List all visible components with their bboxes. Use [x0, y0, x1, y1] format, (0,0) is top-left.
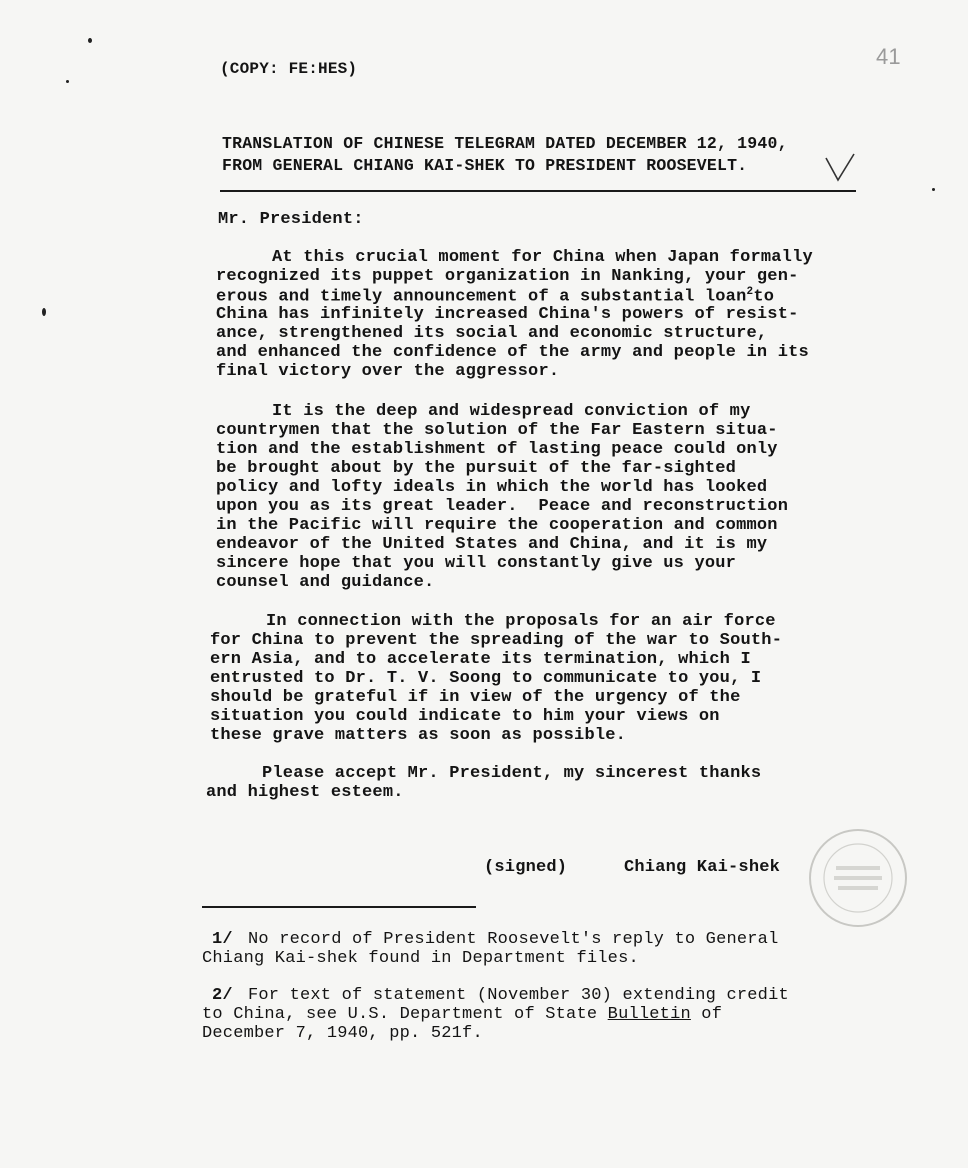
paragraph-line: and enhanced the confidence of the army and people in its [216, 343, 809, 362]
title-rule [220, 190, 856, 192]
paragraph-line: for China to prevent the spreading of the war to South- [210, 631, 783, 650]
paragraph-line [216, 286, 774, 307]
paragraph-line: ern Asia, and to accelerate its termination, which I [210, 650, 751, 669]
footnote-ref-2: 2 [746, 286, 754, 298]
salutation: Mr. President: [218, 210, 364, 229]
footnote-marker: 1/ [212, 930, 233, 949]
bulletin-title: Bulletin [607, 1005, 691, 1024]
paragraph-line: be brought about by the pursuit of the far-sighted [216, 459, 737, 478]
footnote-line: Chiang Kai-shek found in Department files. [202, 949, 639, 968]
footnote-line: No record of President Roosevelt's reply to General [248, 930, 779, 949]
check-mark-icon [822, 150, 858, 186]
footnote-text: of [701, 1005, 723, 1024]
title-line-2: FROM GENERAL CHIANG KAI-SHEK TO PRESIDENT ROOSEVELT. [222, 156, 748, 175]
paragraph-line: and highest esteem. [206, 783, 404, 802]
paragraph-line: ance, strengthened its social and economic structure, [216, 324, 768, 343]
footnote-line [202, 1005, 722, 1024]
paragraph-text: erous and timely announcement of a substantial loan [216, 287, 747, 307]
paragraph-line: policy and lofty ideals in which the world has looked [216, 478, 768, 497]
footnote-rule [202, 906, 476, 908]
archive-stamp [806, 826, 910, 930]
paragraph-line: countrymen that the solution of the Far Eastern situa- [216, 421, 778, 440]
paragraph-line: At this crucial moment for China when Japan formally [272, 248, 813, 267]
paragraph-line: sincere hope that you will constantly give us your [216, 554, 737, 573]
scan-speck [42, 308, 46, 316]
copy-reference: (COPY: FE:HES) [220, 60, 358, 78]
paragraph-line: tion and the establishment of lasting peace could only [216, 440, 778, 459]
paragraph-line: recognized its puppet organization in Nanking, your gen- [216, 267, 799, 286]
paragraph-line: endeavor of the United States and China, and it is my [216, 535, 768, 554]
page-number: 41 [876, 44, 901, 69]
footnote-text: to China, see U.S. Department of State [202, 1005, 598, 1024]
paragraph-line: situation you could indicate to him your views on [210, 707, 720, 726]
scan-speck [66, 80, 69, 83]
paragraph-line: upon you as its great leader. Peace and reconstruction [216, 497, 789, 516]
scan-speck [88, 38, 92, 43]
paragraph-line: entrusted to Dr. T. V. Soong to communicate to you, I [210, 669, 762, 688]
paragraph-line: these grave matters as soon as possible. [210, 726, 627, 745]
footnote-line: December 7, 1940, pp. 521f. [202, 1024, 483, 1043]
paragraph-line: It is the deep and widespread conviction of my [272, 402, 751, 421]
paragraph-text: to [753, 287, 775, 307]
paragraph-line: in the Pacific will require the cooperation and common [216, 516, 778, 535]
signature-name: Chiang Kai-shek [624, 858, 781, 877]
paragraph-line: In connection with the proposals for an air force [266, 612, 776, 631]
paragraph-line: China has infinitely increased China's powers of resist- [216, 305, 799, 324]
title-line-1: TRANSLATION OF CHINESE TELEGRAM DATED DECEMBER 12, 1940, [222, 134, 788, 153]
paragraph-line: final victory over the aggressor. [216, 362, 560, 381]
paragraph-line: should be grateful if in view of the urgency of the [210, 688, 741, 707]
scan-speck [932, 188, 935, 191]
signed-label: (signed) [484, 858, 568, 877]
paragraph-line: counsel and guidance. [216, 573, 435, 592]
footnote-marker: 2/ [212, 986, 233, 1005]
footnote-line: For text of statement (November 30) extending credit [248, 986, 789, 1005]
paragraph-line: Please accept Mr. President, my sincerest thanks [262, 764, 762, 783]
